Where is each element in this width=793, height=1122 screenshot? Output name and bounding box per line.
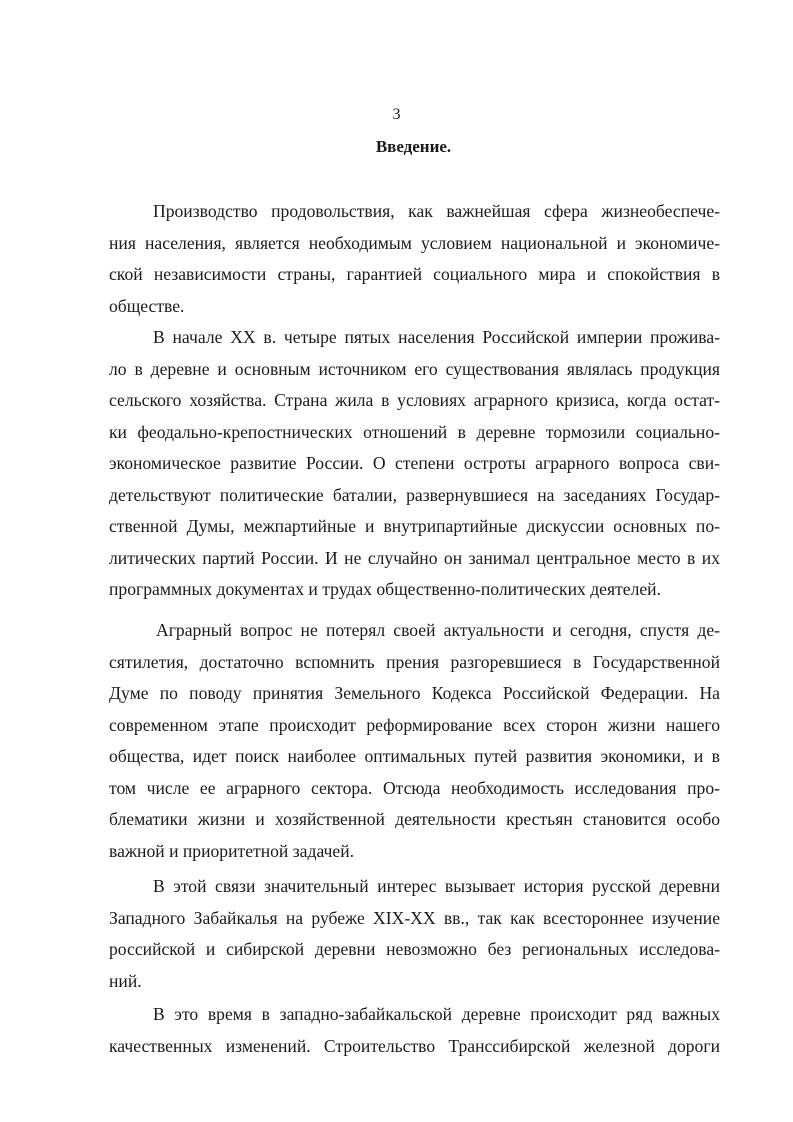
text-line: общества, идет поиск наиболее оптимальных путей развития экономики, и в	[109, 746, 720, 766]
text-line: качественных изменений. Строительство Транссибирской железной дороги	[109, 1035, 720, 1056]
page-title: Введение.	[375, 137, 452, 156]
text-line: сятилетия, достаточно вспомнить прения разгоревшиеся в Государственной	[109, 651, 720, 672]
paragraph-1	[109, 196, 720, 322]
page-number: 3	[392, 106, 401, 123]
text-line: программных документах и трудах общественно-политических деятелей.	[109, 579, 661, 599]
text-line: ний.	[109, 970, 142, 991]
text-line: ния населения, является необходимым условием национальной и экономиче-	[109, 232, 720, 253]
paragraph-5	[109, 999, 720, 1062]
text-line: детельствуют политические баталии, развернувшиеся на заседаниях Государ-	[109, 484, 720, 505]
text-line: В это время в западно-забайкальской деревне происходит ряд важных	[153, 1004, 720, 1024]
text-line: обществе.	[109, 295, 185, 316]
text-line: Западного Забайкалья на рубеже XIX-XX вв., так как всестороннее изучение	[109, 907, 720, 928]
text-line: В этой связи значительный интерес вызывает история русской деревни	[153, 876, 720, 896]
text-line: ло в деревне и основным источником его существования являлась продукция	[109, 358, 720, 379]
paragraph-4	[109, 871, 720, 997]
text-line: Аграрный вопрос не потерял своей актуальности и сегодня, спустя де-	[156, 620, 720, 640]
text-line: ки феодально-крепостнических отношений в деревне тормозили социально-	[109, 421, 720, 442]
text-line: Думе по поводу принятия Земельного Кодекса Российской Федерации. На	[109, 683, 720, 703]
text-line: российской и сибирской деревни невозможно без региональных исследова-	[109, 939, 720, 959]
text-line: Производство продовольствия, как важнейшая сфера жизнеобеспече-	[153, 201, 720, 221]
text-line: ской независимости страны, гарантией социального мира и спокойствия в	[109, 264, 720, 284]
text-line: том числе ее аграрного сектора. Отсюда необходимость исследования про-	[109, 777, 720, 798]
text-line: ственной Думы, межпартийные и внутрипартийные дискуссии основных по-	[109, 516, 720, 536]
text-line: экономическое развитие России. О степени остроты аграрного вопроса сви-	[109, 453, 720, 473]
text-line: литических партий России. И не случайно он занимал центральное место в их	[109, 547, 720, 568]
text-line: В начале XX в. четыре пятых населения Российской империи прожива-	[153, 327, 720, 347]
text-line: блематики жизни и хозяйственной деятельности крестьян становится особо	[109, 809, 720, 829]
paragraph-3	[109, 615, 720, 867]
text-line: сельского хозяйства. Страна жила в условиях аграрного кризиса, когда остат-	[109, 390, 720, 410]
text-line: современном этапе происходит реформирование всех сторон жизни нашего	[109, 714, 720, 735]
text-line: важной и приоритетной задачей.	[109, 840, 355, 861]
paragraph-2	[109, 322, 720, 606]
